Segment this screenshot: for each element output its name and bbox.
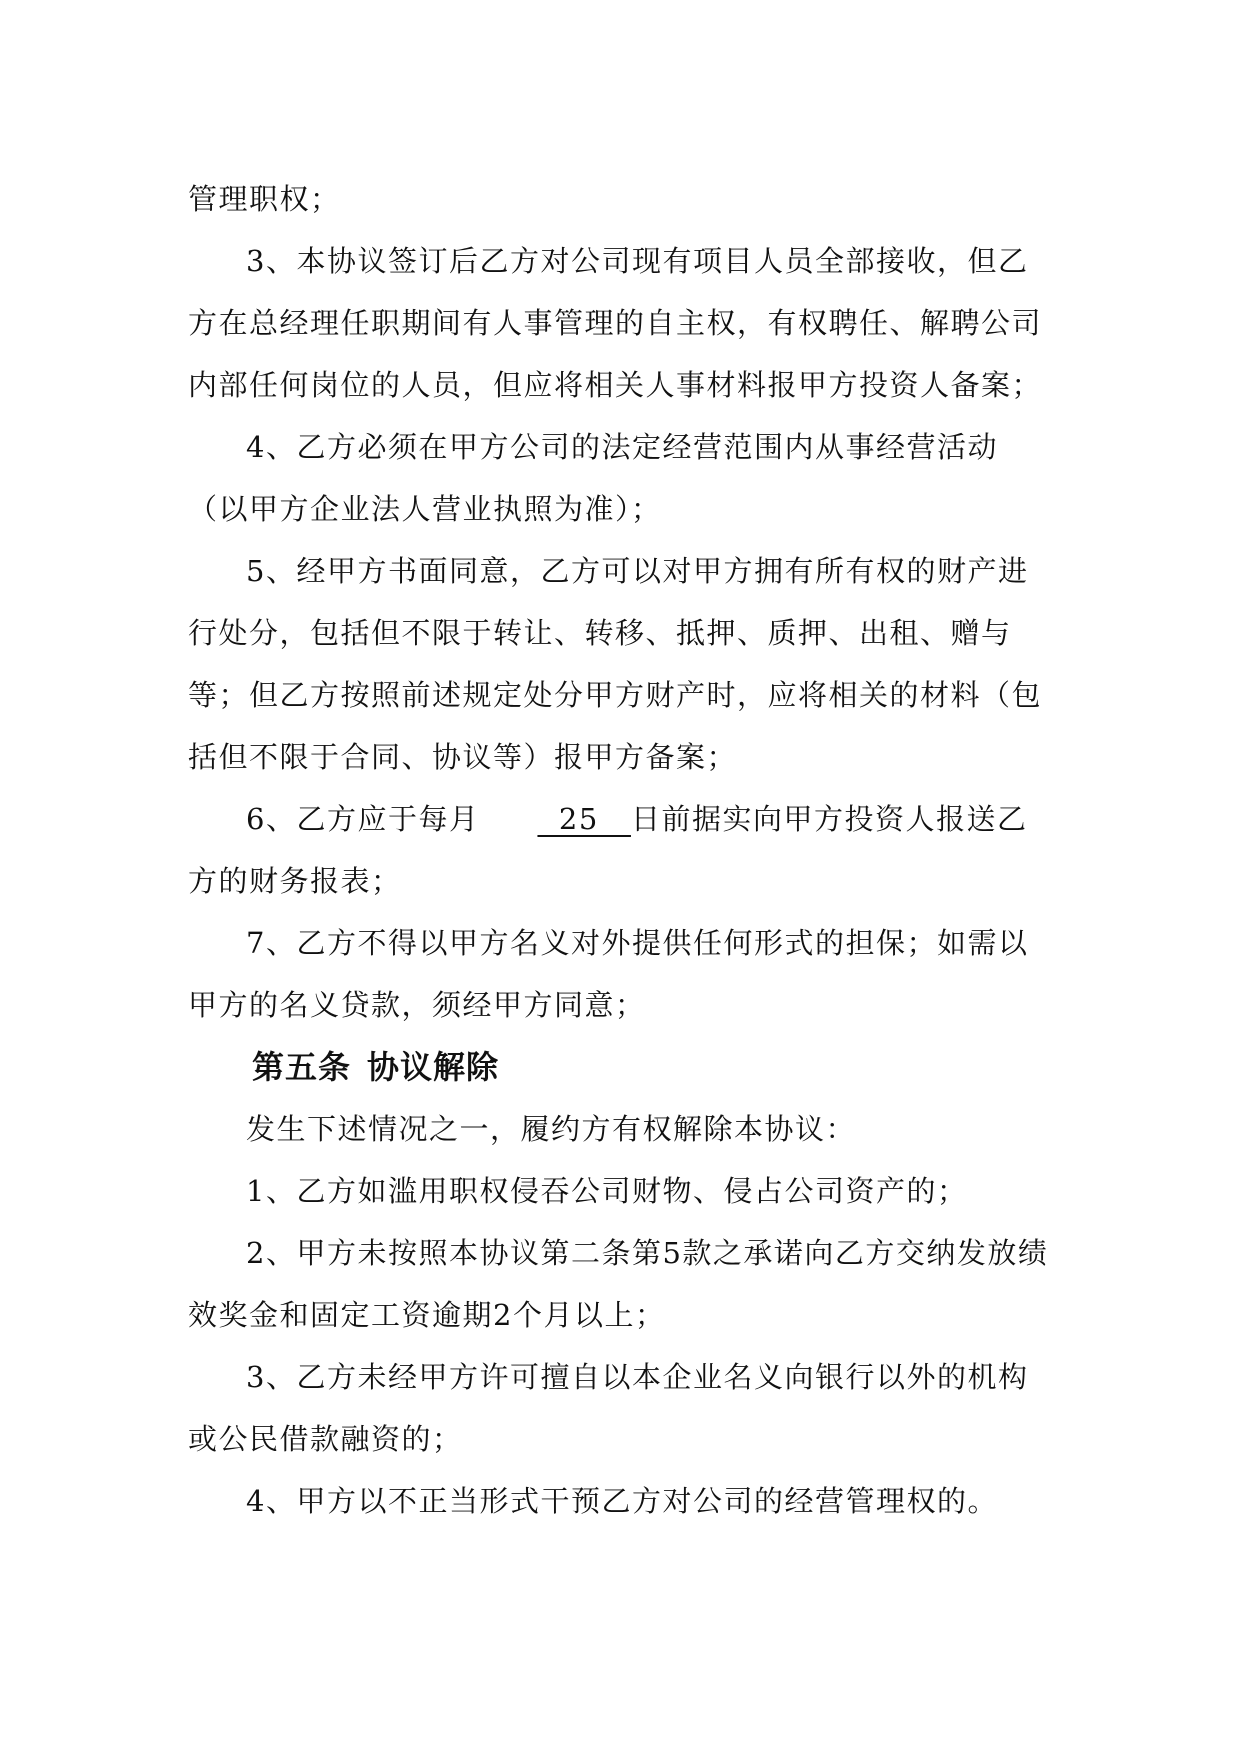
section-intro: 发生下述情况之一，履约方有权解除本协议： [246, 1112, 857, 1146]
termination-item-2: 2、甲方未按照本协议第二条第5款之承诺向乙方交纳发放绩效奖金和固定工资逾期2个月以上； [188, 1236, 1049, 1332]
clause-7: 7、乙方不得以甲方名义对外提供任何形式的担保；如需以甲方的名义贷款，须经甲方同意； [188, 926, 1029, 1022]
clause-3: 3、本协议签订后乙方对公司现有项目人员全部接收，但乙方在总经理任职期间有人事管理的自主权，有权聘任、解聘公司内部任何岗位的人员，但应将相关人事材料报甲方投资人备案； [188, 244, 1043, 402]
section-number: 第五条 [252, 1048, 352, 1086]
paragraph-continuation: 管理职权； [188, 182, 341, 216]
clause-6-before: 6、乙方应于每月 [246, 802, 480, 836]
termination-item-4: 4、甲方以不正当形式干预乙方对公司的经营管理权的。 [246, 1484, 998, 1518]
clause-6-after: 日前据实向甲方投资人报送乙方的财务报表； [188, 802, 1028, 898]
termination-item-3: 3、乙方未经甲方许可擅自以本企业名义向银行以外的机构或公民借款融资的； [188, 1360, 1029, 1456]
section-heading [188, 1036, 1056, 1098]
clause-5: 5、经甲方书面同意，乙方可以对甲方拥有所有权的财产进行处分，包括但不限于转让、转移、抵押、质押、出租、赠与等；但乙方按照前述规定处分甲方财产时，应将相关的材料（包括但不限于合同、协议等）报甲方备案； [188, 554, 1043, 774]
termination-item-1: 1、乙方如滥用职权侵吞公司财物、侵占公司资产的； [246, 1174, 968, 1208]
clause-6 [188, 788, 1056, 912]
clause-4: 4、乙方必须在甲方公司的法定经营范围内从事经营活动（以甲方企业法人营业执照为准）； [188, 430, 998, 526]
document-body [188, 168, 1056, 1532]
section-title: 协议解除 [367, 1048, 500, 1086]
report-day-blank: 25 [537, 802, 631, 836]
